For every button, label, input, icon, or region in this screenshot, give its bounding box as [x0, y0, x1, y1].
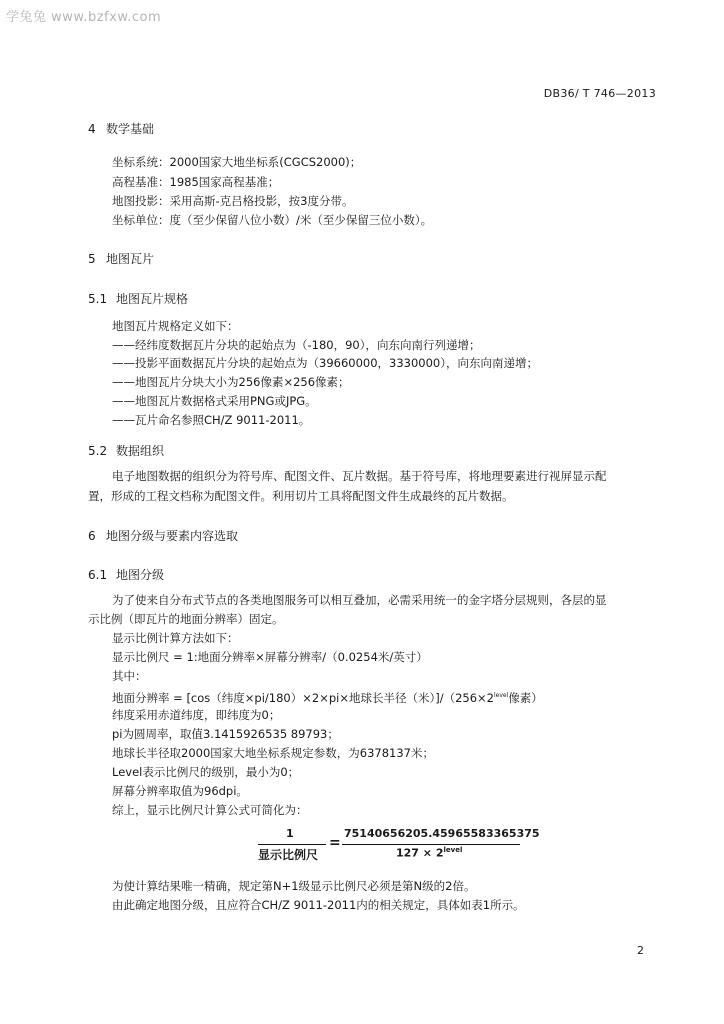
paragraph-line: 屏幕分辨率取值为96dpi。: [112, 784, 248, 798]
fraction-bar: [342, 844, 520, 845]
paragraph-line: pi为圆周率，取值3.1415926535 89793；: [112, 727, 339, 741]
section-6-heading: [88, 527, 238, 544]
paragraph-line: 为了使来自分布式节点的各类地图服务可以相互叠加，必需采用统一的金字塔分层规则，各层的显: [112, 593, 607, 607]
paragraph-line: 地球长半径取2000国家大地坐标系规定参数，为6378137米；: [112, 746, 434, 760]
section-number: 5.1: [88, 292, 108, 306]
formula-right-denominator: [396, 846, 462, 860]
paragraph-line: 地图瓦片规格定义如下：: [112, 319, 239, 333]
watermark: 学兔兔 www.bzfxw.com: [6, 10, 162, 25]
paragraph-line: 电子地图数据的组织分为符号库、配图文件、瓦片数据。基于符号库，将地理要素进行视屏显示配: [112, 469, 607, 483]
pixel-unit: 像素）: [508, 690, 543, 705]
formula-right-numerator: 75140656205.45965583365375: [344, 827, 540, 840]
formula-line: [112, 687, 543, 707]
denominator-exponent: level: [443, 846, 463, 854]
section-6-1-heading: [88, 566, 164, 583]
list-item: ——经纬度数据瓦片分块的起始点为（-180，90），向东向南行列递增；: [112, 338, 481, 352]
standard-code: DB36/ T 746—2013: [543, 87, 656, 100]
section-title: 地图分级: [116, 568, 165, 582]
paragraph-line: 为使计算结果唯一精确，规定第N+1级显示比例尺必须是第N级的2倍。: [112, 879, 476, 893]
paragraph-line: 示比例（即瓦片的地面分辨率）固定。: [88, 612, 284, 626]
denominator-base: 127 × 2: [396, 846, 444, 860]
list-item: ——瓦片命名参照CH/Z 9011-2011。: [112, 413, 311, 427]
paragraph-line: 由此确定地图分级，且应符合CH/Z 9011-2011内的相关规定，具体如表1所示。: [112, 898, 525, 912]
level-superscript: level: [493, 692, 509, 699]
section-number: 5.2: [88, 444, 108, 458]
section-4-heading: [88, 120, 154, 137]
paragraph-line: 高程基准：1985国家高程基准；: [112, 175, 280, 189]
section-number: 4: [88, 122, 96, 136]
section-title: 地图分级与要素内容选取: [106, 529, 239, 543]
list-item: ——地图瓦片数据格式采用PNG或JPG。: [112, 394, 317, 408]
section-title: 地图瓦片: [106, 252, 155, 266]
formula-left-denominator: 显示比例尺: [258, 848, 319, 862]
list-item: ——地图瓦片分块大小为256像素×256像素；: [112, 375, 350, 389]
section-5-1-heading: [88, 290, 188, 307]
section-title: 地图瓦片规格: [116, 292, 189, 306]
paragraph-line: 坐标系统：2000国家大地坐标系(CGCS2000)；: [112, 155, 362, 169]
formula-left-numerator: 1: [286, 827, 294, 840]
fraction-bar: [258, 844, 326, 845]
list-item: ——投影平面数据瓦片分块的起始点为（39660000，3330000），向东向南递增；: [112, 356, 538, 370]
scale-formula: [256, 826, 540, 866]
section-number: 6.1: [88, 568, 108, 582]
section-title: 数学基础: [106, 122, 155, 136]
paragraph-line: 显示比例计算方法如下：: [112, 631, 239, 645]
section-5-2-heading: [88, 442, 164, 459]
paragraph-line: 置，形成的工程文档称为配图文件。利用切片工具将配图文件生成最终的瓦片数据。: [88, 489, 514, 503]
section-5-heading: [88, 250, 154, 267]
paragraph-line: 地图投影：采用高斯-克吕格投影，按3度分带。: [112, 194, 354, 208]
paragraph-line: 综上，显示比例尺计算公式可简化为：: [112, 803, 308, 817]
section-number: 6: [88, 529, 96, 543]
section-title: 数据组织: [116, 444, 165, 458]
paragraph-line: Level表示比例尺的级别，最小为0；: [112, 765, 300, 779]
paragraph-line: 纬度采用赤道纬度，即纬度为0；: [112, 708, 281, 722]
equals-sign: =: [329, 835, 341, 851]
formula-line: 显示比例尺 = 1:地面分辨率×屏幕分辨率/（0.0254米/英寸）: [112, 650, 428, 664]
ground-resolution-formula: 地面分辨率 = [cos（纬度×pi/180）×2×pi×地球长半径（米）]/（256×2: [112, 690, 494, 705]
section-number: 5: [88, 252, 96, 266]
paragraph-line: 坐标单位：度（至少保留八位小数）/米（至少保留三位小数）。: [112, 213, 433, 227]
paragraph-line: 其中：: [112, 669, 147, 683]
page-number: 2: [637, 944, 644, 957]
